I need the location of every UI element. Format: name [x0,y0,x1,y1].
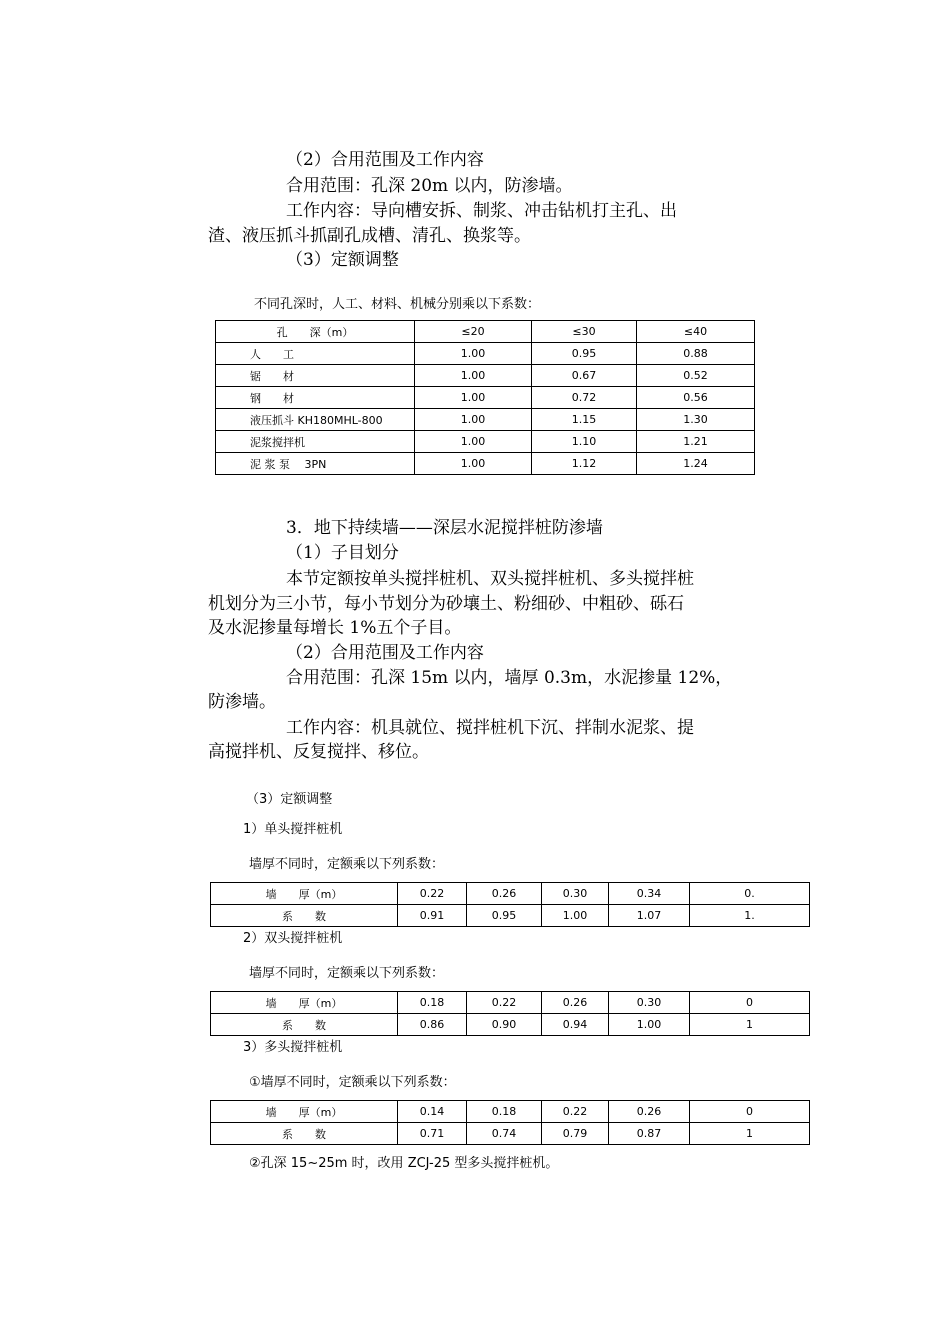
table-cell: 0.91 [398,905,467,927]
table-cell: 1.15 [532,409,637,431]
double-caption: 墙厚不同时，定额乘以下列系数： [249,966,445,981]
table-cell: 0.52 [637,365,755,387]
table-cell: 系 数 [211,1123,398,1145]
table-header-cell: 0. [690,883,810,905]
table-header-cell: 墙 厚（m） [211,883,398,905]
table-cell: 1.12 [532,453,637,475]
scope-text: 合用范围：孔深 20m 以内，防渗墙。 [286,176,573,196]
scope3-line2: 防渗墙。 [208,692,276,712]
table-cell: 1.10 [532,431,637,453]
table-cell: 钢 材 [216,387,415,409]
table-cell: 1. [690,905,810,927]
table-cell: 液压抓斗 KH180MHL-800 [216,409,415,431]
table-cell: 1 [690,1014,810,1036]
table-cell: 0.67 [532,365,637,387]
table-header-row [211,1101,810,1123]
table-cell: 泥浆搅拌机 [216,431,415,453]
table-cell: 1.00 [415,409,532,431]
table1-caption: 不同孔深时，人工、材料、机械分别乘以下系数： [254,297,541,312]
table-cell: 0.71 [398,1123,467,1145]
table-header-cell: 0.14 [398,1101,467,1123]
adjust3-heading: （3）定额调整 [246,792,333,807]
table-cell: 1.00 [415,343,532,365]
section3-sub2: （2）合用范围及工作内容 [286,643,484,663]
table-row [211,1014,810,1036]
work3-line2: 高搅拌机、反复搅拌、移位。 [208,742,429,762]
table-header-cell: 墙 厚（m） [211,992,398,1014]
table-cell: 系 数 [211,905,398,927]
multi-note: ②孔深 15~25m 时，改用 ZCJ-25 型多头搅拌桩机。 [249,1156,559,1171]
scope3-line1: 合用范围：孔深 15m 以内，墙厚 0.3m，水泥掺量 12%， [286,668,733,688]
table-header-cell: 0.26 [542,992,609,1014]
work3-line1: 工作内容：机具就位、搅拌桩机下沉、拌制水泥浆、提 [286,718,694,738]
table-cell: 0.95 [532,343,637,365]
table-header-cell: 0 [690,992,810,1014]
table-cell: 锯 材 [216,365,415,387]
table-cell: 人 工 [216,343,415,365]
table-header-cell: ≤40 [637,321,755,343]
table-cell: 0.56 [637,387,755,409]
table-cell: 0.72 [532,387,637,409]
table-cell: 1.00 [415,431,532,453]
work-text-line1: 工作内容：导向槽安拆、制浆、冲击钻机打主孔、出 [286,201,677,221]
table-cell: 1.21 [637,431,755,453]
division-line2: 机划分为三小节，每小节划分为砂壤土、粉细砂、中粗砂、砾石 [208,594,684,614]
table-cell: 0.88 [637,343,755,365]
section3-sub1: （1）子目划分 [286,543,399,563]
multi-head-table [210,1100,810,1145]
table-cell: 1.00 [415,365,532,387]
table-header-cell: 0 [690,1101,810,1123]
table-row [211,1123,810,1145]
table-row [211,905,810,927]
division-line1: 本节定额按单头搅拌桩机、双头搅拌桩机、多头搅拌桩 [286,569,694,589]
table-cell: 0.87 [609,1123,690,1145]
double-head-title: 2）双头搅拌桩机 [243,931,343,946]
table-header-cell: 0.18 [467,1101,542,1123]
table-header-row [211,992,810,1014]
table-cell: 1 [690,1123,810,1145]
table-cell: 0.74 [467,1123,542,1145]
division-line3: 及水泥掺量每增长 1%五个子目。 [208,618,462,638]
table-header-cell: 0.26 [467,883,542,905]
adjust-heading: （3）定额调整 [286,250,399,270]
table-cell: 1.00 [415,453,532,475]
table-header-cell: 墙 厚（m） [211,1101,398,1123]
table-header-cell: 0.22 [542,1101,609,1123]
table-cell: 0.86 [398,1014,467,1036]
table-cell: 泥 浆 泵 3PN [216,453,415,475]
table-header-cell: 0.34 [609,883,690,905]
section-heading: （2）合用范围及工作内容 [286,150,484,170]
table-header-cell: ≤20 [415,321,532,343]
table-cell: 1.00 [609,1014,690,1036]
multi-head-title: 3）多头搅拌桩机 [243,1040,343,1055]
table-cell: 0.94 [542,1014,609,1036]
table-cell: 0.95 [467,905,542,927]
table-header-cell: 0.22 [467,992,542,1014]
table-header-cell: 0.30 [542,883,609,905]
table-cell: 1.00 [542,905,609,927]
table-header-cell: 孔 深（m） [216,321,415,343]
table-header-cell: ≤30 [532,321,637,343]
table-header-cell: 0.22 [398,883,467,905]
work-text-line2: 渣、液压抓斗抓副孔成槽、清孔、换浆等。 [208,226,531,246]
single-head-title: 1）单头搅拌桩机 [243,822,343,837]
table-cell: 0.90 [467,1014,542,1036]
section3-title: 3．地下持续墙——深层水泥搅拌桩防渗墙 [286,518,603,538]
double-head-table [210,991,810,1036]
table-header-cell: 0.18 [398,992,467,1014]
table-header-cell: 0.26 [609,1101,690,1123]
table-cell: 1.07 [609,905,690,927]
table-cell: 1.00 [415,387,532,409]
multi-caption: ①墙厚不同时，定额乘以下列系数： [249,1075,456,1090]
table-cell: 1.24 [637,453,755,475]
table-header-row [211,883,810,905]
table-cell: 1.30 [637,409,755,431]
single-caption: 墙厚不同时，定额乘以下列系数： [249,857,445,872]
table-cell: 系 数 [211,1014,398,1036]
table-cell: 0.79 [542,1123,609,1145]
table-header-cell: 0.30 [609,992,690,1014]
single-head-table [210,882,810,927]
